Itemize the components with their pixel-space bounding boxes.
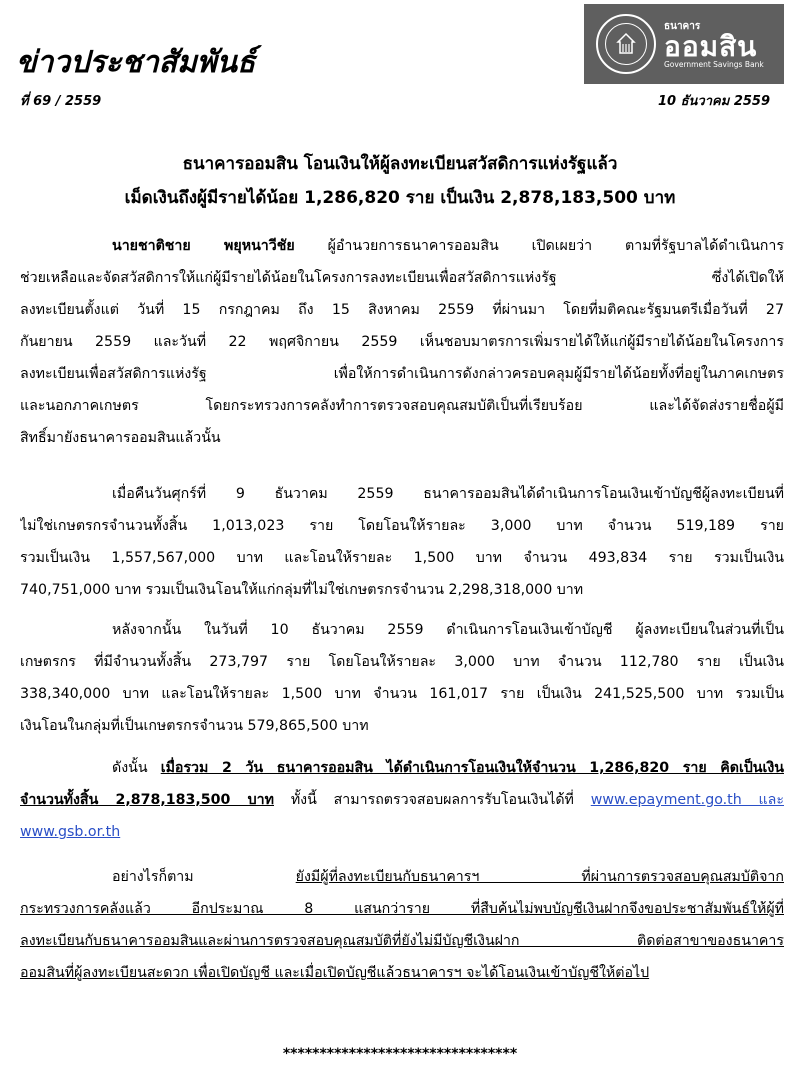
document-date: 10 ธันวาคม 2559	[657, 94, 770, 109]
paragraph-3: หลังจากนั้น ในวันที่ 10 ธันวาคม 2559 ดำเนินการโอนเงินเข้าบัญชี ผู้ลงทะเบียนในส่วนที่เป็น เกษตรกร ที่มีจำนวนทั้งสิ้น 273,797 ราย โดยโอนให้รายละ 3,000 บาท จำนวน 112,780 ราย เป็นเงิน 338,340,000 บาท และโอนให้รายละ 1,500 บาท จำนวน 161,017 ราย เป็นเงิน 241,525,500 บาท รวมเป็น เงินโอนในกลุ่มที่เป็นเกษตรกรจำนวน 579,865,500 บาท	[20, 622, 784, 734]
paragraph-2: เมื่อคืนวันศุกร์ที่ 9 ธันวาคม 2559 ธนาคารออมสินได้ดำเนินการโอนเงินเข้าบัญชีผู้ลงทะเบียนที่ ไม่ใช่เกษตรกรจำนวนทั้งสิ้น 1,013,023 ราย โดยโอนให้รายละ 3,000 บาท จำนวน 519,189 ราย รวมเป็นเงิน 1,557,567,000 บาท และโอนให้รายละ 1,500 บาท จำนวน 493,834 ราย รวมเป็นเงิน 740,751,000 บาท รวมเป็นเงินโอนให้แก่กลุ่มที่ไม่ใช่เกษตรกรจำนวน 2,298,318,000 บาท	[20, 486, 784, 598]
headline-line-1: ธนาคารออมสิน โอนเงินให้ผู้ลงทะเบียนสวัสดิการแห่งรัฐแล้ว	[182, 154, 618, 174]
paragraph-5: อย่างไรก็ตาม ยังมีผู้ที่ลงทะเบียนกับธนาคารฯ ที่ผ่านการตรวจสอบคุณสมบัติจาก กระทรวงการคลังแล้ว อีกประมาณ 8 แสนกว่าราย ที่สืบค้นไม่พบบัญชีเงินฝากจึงขอประชาสัมพันธ์ให้ผู้ที่ ลงทะเบียนกับธนาคารออมสินและผ่านการตรวจสอบคุณสมบัติที่ยังไม่มีบัญชีเงินฝาก ติดต่อสาขาของธนาคาร ออมสินที่ผู้ลงทะเบียนสะดวก เพื่อเปิดบัญชี และเมื่อเปิดบัญชีแล้วธนาคารฯ จะได้โอนเงินเข้าบัญชีให้ต่อไป	[20, 869, 784, 981]
paragraph-4: ดังนั้น เมื่อรวม 2 วัน ธนาคารออมสิน ได้ดำเนินการโอนเงินให้จำนวน 1,286,820 ราย คิดเป็นเงิน จำนวนทั้งสิ้น 2,878,183,500 บาท ทั้งนี้ สามารถตรวจสอบผลการรับโอนเงินได้ที่ www.epayment.go.th และ www.gsb.or.th	[20, 760, 784, 840]
gsb-logo	[584, 4, 784, 84]
page-title: ข่าวประชาสัมพันธ์	[16, 45, 256, 80]
summary-bold-2: จำนวนทั้งสิ้น 2,878,183,500 บาท	[20, 792, 274, 808]
headline-line-2: เม็ดเงินถึงผู้มีรายได้น้อย 1,286,820 ราย เป็นเงิน 2,878,183,500 บาท	[124, 188, 676, 208]
director-name: นายชาติชาย พยุหนาวีชัย	[112, 238, 295, 254]
logo-thai-big: ออมสิน	[664, 29, 758, 63]
epayment-link[interactable]: www.epayment.go.th และ	[590, 792, 784, 808]
logo-thai-small: ธนาคาร	[664, 20, 701, 32]
document-number: ที่ 69 / 2559	[20, 94, 102, 109]
logo-english: Government Savings Bank	[664, 59, 764, 69]
summary-bold-1: เมื่อรวม 2 วัน ธนาคารออมสิน ได้ดำเนินการโอนเงินให้จำนวน 1,286,820 ราย คิดเป็นเงิน	[160, 760, 784, 776]
bank-emblem-icon	[596, 14, 656, 74]
paragraph-1: นายชาติชาย พยุหนาวีชัย ผู้อำนวยการธนาคารออมสิน เปิดเผยว่า ตามที่รัฐบาลได้ดำเนินการ ช่วยเหลือและจัดสวัสดิการให้แก่ผู้มีรายได้น้อยในโครงการลงทะเบียนเพื่อสวัสดิการแห่งรัฐ ซึ่งได้เปิดให้ ลงทะเบียนตั้งแต่ วันที่ 15 กรกฎาคม ถึง 15 สิงหาคม 2559 ที่ผ่านมา โดยที่มติคณะรัฐมนตรีเมื่อวันที่ 27 กันยายน 2559 และวันที่ 22 พฤศจิกายน 2559 เห็นชอบมาตรการเพิ่มรายได้ให้แก่ผู้มีรายได้น้อยในโครงการ ลงทะเบียนเพื่อสวัสดิการแห่งรัฐ เพื่อให้การดำเนินการดังกล่าวครอบคลุมผู้มีรายได้น้อยทั้งที่อยู่ในภาคเกษตร และนอกภาคเกษตร โดยกระทรวงการคลังทำการตรวจสอบคุณสมบัติเป็นที่เรียบร้อย และได้จัดส่งรายชื่อผู้มี สิทธิ์มายังธนาคารออมสินแล้วนั้น	[20, 238, 784, 446]
gsb-link[interactable]: www.gsb.or.th	[20, 824, 121, 840]
end-marker: ********************************	[282, 1046, 518, 1062]
